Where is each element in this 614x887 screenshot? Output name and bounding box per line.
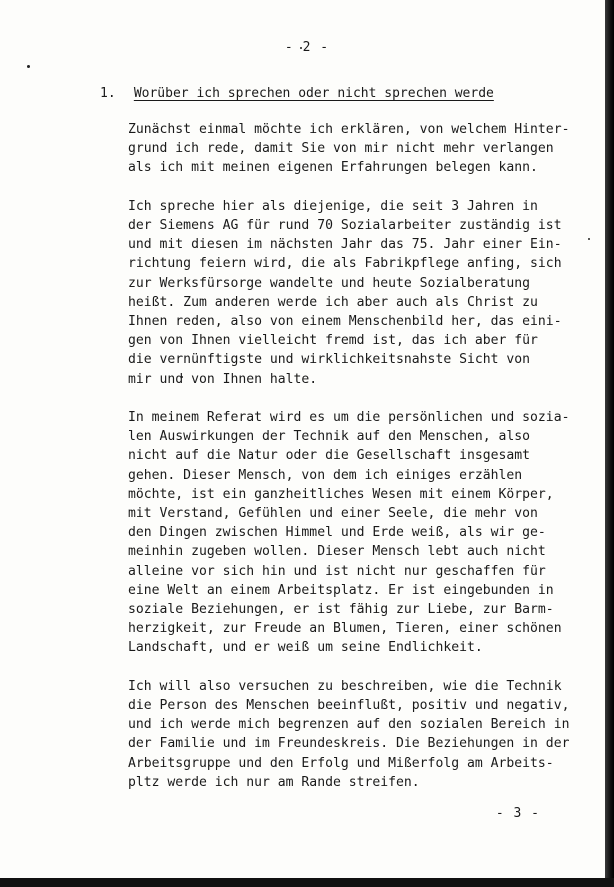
paragraph: [128, 197, 588, 389]
page-number: - 2 -: [284, 40, 330, 55]
text-line: Ich will also versuchen zu beschreiben, wie die Technik: [128, 678, 562, 694]
text-line: len Auswirkungen der Technik auf den Menschen, also: [128, 429, 531, 445]
text-line: der Familie und im Freundeskreis. Die Beziehungen in der: [128, 736, 570, 752]
scan-border-right: [605, 0, 614, 887]
text-line: heißt. Zum anderen werde ich aber auch als Christ zu: [128, 294, 538, 310]
text-line: den Dingen zwischen Himmel und Erde weiß, als wir ge-: [128, 525, 546, 541]
text-line: gen von Ihnen vielleicht fremd ist, das ich aber für: [128, 333, 538, 349]
text-line: mit Verstand, Gefühlen und einer Seele, die mehr von: [128, 506, 538, 522]
text-line: zur Werksfürsorge wandelte und heute Sozialberatung: [128, 275, 531, 291]
text-line: Ihnen reden, also von einem Menschenbild her, das eini-: [128, 314, 562, 330]
text-line: grund ich rede, damit Sie von mir nicht mehr verlangen: [128, 141, 554, 157]
paragraph: [128, 677, 588, 792]
text-line: der Siemens AG für rund 70 Sozialarbeiter zuständig ist: [128, 218, 562, 233]
text-line: pltz werde ich nur am Rande streifen.: [128, 774, 420, 790]
text-line: herzigkeit, zur Freude an Blumen, Tieren, einer schönen: [128, 621, 562, 637]
text-line: als ich mit meinen eigenen Erfahrungen belegen kann.: [128, 160, 538, 176]
text-line: gehen. Dieser Mensch, von dem ich einiges erzählen: [128, 467, 523, 483]
text-line: Arbeitsgruppe und den Erfolg und Mißerfolg am Arbeits-: [128, 755, 554, 771]
paragraph: [128, 408, 588, 658]
text-line: und ich werde mich begrenzen auf den sozialen Bereich in: [128, 717, 570, 733]
text-line: mir und von Ihnen halte.: [128, 371, 318, 387]
text-line: Zunächst einmal möchte ich erklären, von welchem Hinter-: [128, 122, 570, 137]
text-line: die Person des Menschen beeinflußt, positiv und negativ,: [128, 698, 570, 714]
body-text: [128, 120, 588, 811]
text-line: möchte, ist ein ganzheitliches Wesen mit einem Körper,: [128, 486, 554, 502]
text-line: soziale Beziehungen, er ist fähig zur Liebe, zur Barm-: [128, 602, 554, 618]
text-line: richtung feiern wird, die als Fabrikpflege anfing, sich: [128, 256, 562, 272]
text-line: und mit diesen im nächsten Jahr das 75. Jahr einer Ein-: [128, 237, 562, 253]
text-line: eine Welt an einem Arbeitsplatz. Er ist eingebunden in: [128, 582, 554, 598]
section-heading: [100, 86, 494, 101]
text-line: In meinem Referat wird es um die persönlichen und sozia-: [128, 410, 570, 426]
text-line: alleine vor sich hin und ist nicht nur geschaffen für: [128, 563, 546, 579]
text-line: Landschaft, und er weiß um seine Endlichkeit.: [128, 640, 483, 656]
paragraph: [128, 120, 588, 178]
text-line: meinhin zugeben wollen. Dieser Mensch lebt auch nicht: [128, 544, 546, 560]
section-number: 1.: [100, 86, 116, 101]
next-page-marker: - 3 -: [495, 806, 540, 821]
text-line: die vernünftigste und wirklichkeitsnahste Sicht von: [128, 352, 531, 368]
section-title: Worüber ich sprechen oder nicht sprechen werde: [133, 86, 494, 101]
scan-speck: [27, 65, 30, 68]
scan-speck: [588, 238, 590, 240]
text-line: Ich spreche hier als diejenige, die seit 3 Jahren in: [128, 198, 538, 214]
text-line: nicht auf die Natur oder die Gesellschaft insgesamt: [128, 448, 531, 464]
scan-border-bottom: [0, 878, 614, 887]
